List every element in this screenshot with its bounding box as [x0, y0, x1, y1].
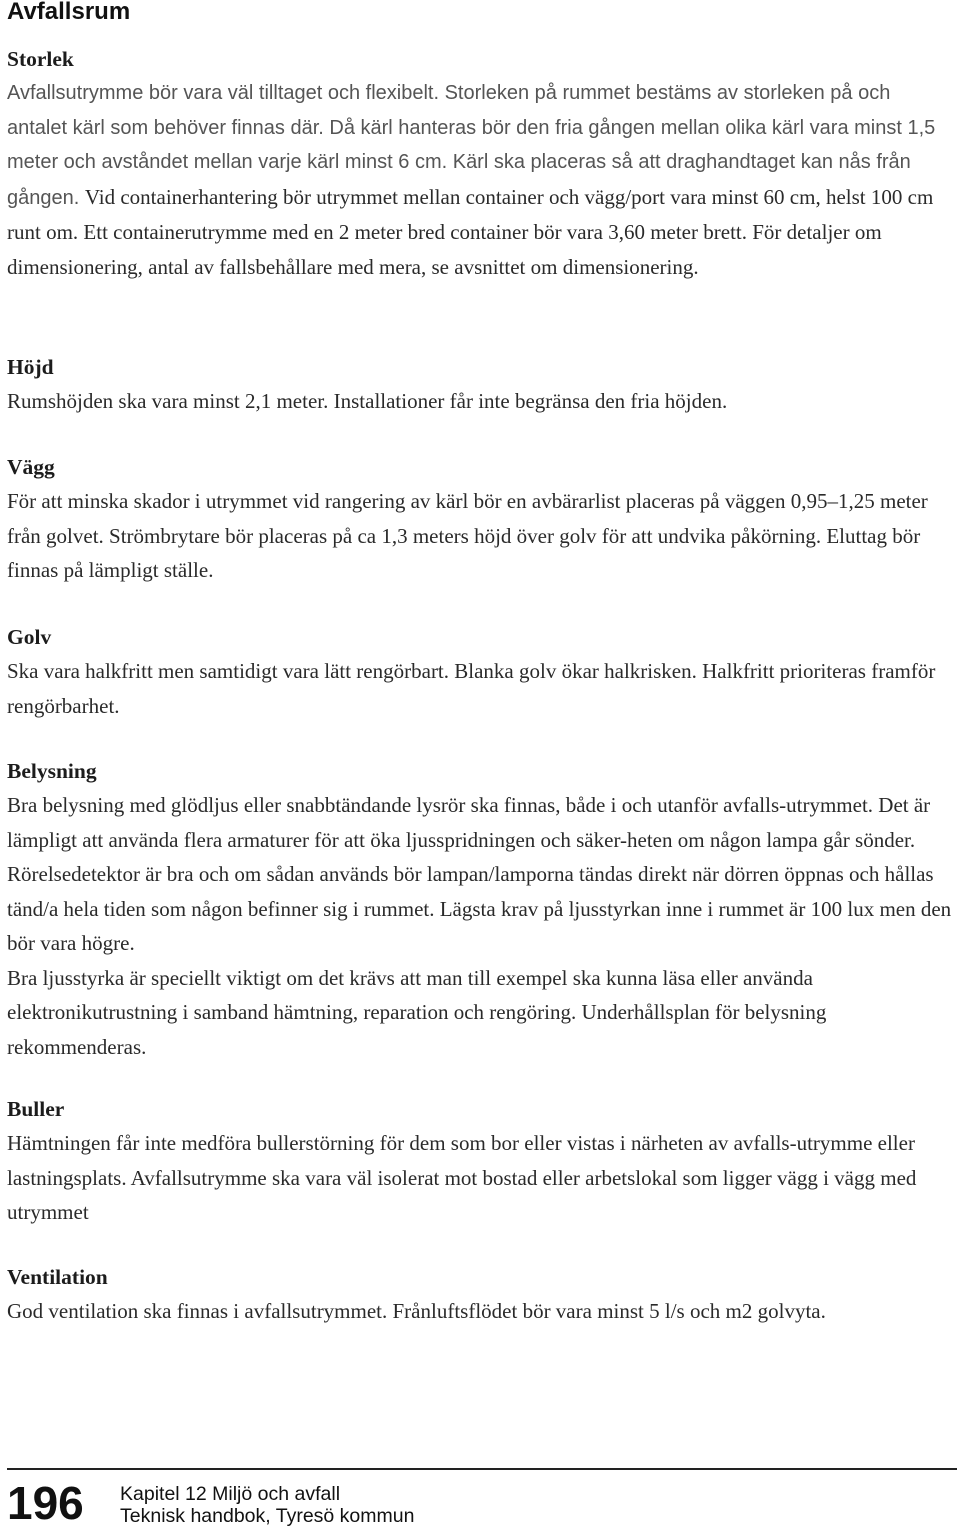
document-body [7, 42, 955, 1329]
section-text-hojd: Rumshöjden ska vara minst 2,1 meter. Installationer får inte begränsa den fria höjden. [7, 389, 728, 413]
section-vagg [7, 450, 955, 620]
section-text-golv: Ska vara halkfritt men samtidigt vara lätt rengörbart. Blanka golv ökar halkrisken. Halkfritt prioriteras framför rengörbarhet. [7, 659, 936, 718]
section-storlek [7, 42, 955, 350]
footer-book-title: Teknisk handbok, Tyresö kommun [120, 1505, 415, 1527]
section-text-vagg: För att minska skador i utrymmet vid rangering av kärl bör en avbärarlist placeras på väggen 0,95–1,25 meter från golvet. Strömbrytare bör placeras på ca 1,3 meters höjd över golv för att undvika påkörning. Eluttag bör finnas på lämpligt ställe. [7, 489, 928, 582]
page-number: 196 [7, 1477, 84, 1529]
section-text-buller: Hämtningen får inte medföra bullerstörning för dem som bor eller vistas i närheten av avfalls-utrymme eller lastningsplats. Avfallsutrymme ska vara väl isolerat mot bostad eller arbetslokal som ligger vägg i vägg med utrymmet [7, 1131, 917, 1224]
section-text-belysning: Bra belysning med glödljus eller snabbtändande lysrör ska finnas, både i och utanför avfalls-utrymmet. Det är lämpligt att använda flera armaturer för att öka ljusspridningen och säker-heten om någon lampa går sönder. Rörelsedetektor är bra och om sådan används bör lampan/lamporna tändas direkt när dörren öppnas och hållas tänd/a hela tiden som någon befinner sig i rummet. Lägsta krav på ljusstyrkan inne i rummet är 100 lux men den bör vara högre. [7, 793, 952, 955]
section-text-storlek: Vid containerhantering bör utrymmet mellan container och vägg/port vara minst 60 cm, helst 100 cm runt om. Ett containerutrymme med en 2 meter bred container bör vara 3,60 meter brett. För detaljer om dimensionering, antal av fallsbehållare med mera, se avsnittet om dimensionering. [7, 184, 934, 279]
section-heading-vagg: Vägg [7, 455, 55, 479]
section-text-belysning-2: Bra ljusstyrka är speciellt viktigt om det krävs att man till exempel ska kunna läsa eller använda elektronikutrustning i samband hämtning, reparation och rengöring. Underhållsplan för belysning rekommenderas. [7, 965, 827, 1059]
footer-chapter: Kapitel 12 Miljö och avfall [120, 1483, 341, 1505]
section-heading-belysning: Belysning [7, 759, 97, 783]
section-text-storlek-lead: Avfallsutrymme bör vara väl tilltaget och flexibelt. Storleken på rummet bestäms av storleken på och antalet kärl som behöver finnas där. Då kärl hanteras bör den fria gången mellan olika kärl vara minst 1,5 meter och avståndet mellan varje kärl minst 6 cm. Kärl ska placeras så att draghandtaget kan nås från gången. [7, 82, 936, 209]
section-heading-hojd: Höjd [7, 355, 54, 379]
section-text-ventilation: God ventilation ska finnas i avfallsutrymmet. Frånluftsflödet bör vara minst 5 l/s och m2 golvyta. [7, 1299, 826, 1323]
section-golv [7, 620, 955, 754]
section-buller [7, 1092, 955, 1260]
section-heading-golv: Golv [7, 625, 52, 649]
section-ventilation [7, 1260, 955, 1329]
section-heading-ventilation: Ventilation [7, 1265, 108, 1289]
page-title: Avfallsrum [7, 0, 131, 25]
section-heading-buller: Buller [7, 1097, 65, 1121]
footer-divider [7, 1468, 957, 1470]
section-heading-storlek: Storlek [7, 47, 74, 71]
section-hojd [7, 350, 955, 450]
footer-text [120, 1483, 414, 1527]
section-belysning [7, 754, 955, 1092]
